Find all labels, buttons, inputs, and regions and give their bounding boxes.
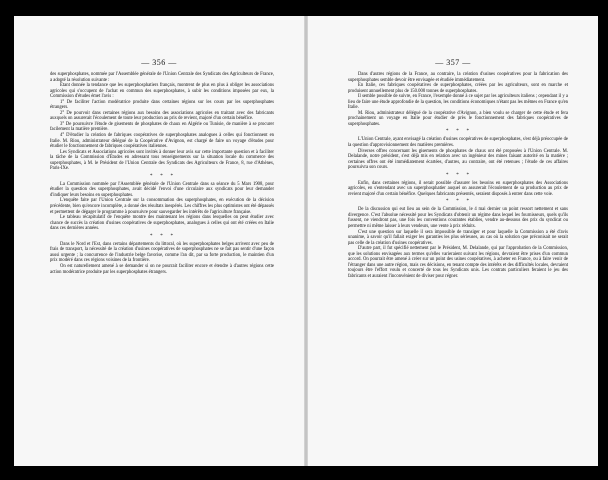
paragraph: Enfin, dans certaines régions, il serait possible d'assurer les besoins en superphosphates des Associations agricoles, en s'entendant avec un superphosphatier auquel on assurerait l'écoulement de sa production au prix de revient majoré d'un certain bénéfice. Quelques fabricants présentés, seraient disposés à entrer dans cette voie. <box>348 180 568 197</box>
paragraph: 3° De poursuivre l'étude de gisements de phosphates de chaux en Algérie ou Tunisie, de manière à se procurer facilement la matière première. <box>50 121 274 133</box>
paragraph: Dans d'autres régions de la France, au contraire, la création d'usines coopératives pour la fabrication des superphosphates semble devoir être envisagée et étudiée immédiatement. <box>348 72 568 83</box>
paragraph: Étant donnée la tendance que les superphosphatiers français, montrent de plus en plus à obliger les associations agricoles qui s'occupent de l'achat en commun des superphosphates, à subir les conditions imposées par eux, la Commission d'études émet l'avis : <box>50 83 274 100</box>
paragraph: Les Syndicats et Associations agricoles sont invités à donner leur avis sur cette importante question et à faciliter la tâche de la Commission d'Études en adressant tous renseignements sur la situation locale du commerce des superphosphates, à M. le Président de l'Union Centrale des Syndicats des Agriculteurs de France, 8, rue d'Athènes, Paris-IXe. <box>50 149 274 172</box>
paragraph: 4° D'étudier la création de fabriques coopératives de superphosphates analogues à celles qui fonctionnent en Italie. M. Riou, administrateur délégué de la Coopérative d'Avignon, est chargé de faire un voyage d'études pour étudier le fonctionnement de fabriques coopératives italiennes. <box>50 133 274 150</box>
left-page-number: — 356 — <box>141 58 177 67</box>
paragraph: Le tableau récapitulatif de l'enquête montre des maintenant les régions dans lesquelles on peut étudier avec chance de succès la création d'usines coopératives de superphosphates, analogues à celles qui ont été créées en Italie dans ces dernières années. <box>50 215 274 232</box>
paragraph: Il semble possible de suivre, en France, l'exemple donné à ce sujet par les agriculteurs italiens ; cependant il y a lieu de faire une étude approfondie de la question, les conditions économiques n'étant pas les mêmes en France qu'en Italie. <box>348 94 568 111</box>
paragraph: Diverses offres concernant les gisements de phosphates de chaux ont été proposées à l'Union Centrale. M. Delalande, notre président, s'est déjà mis en relation avec un ingénieur des mines faisant autorité en la matière ; certaines offres ont été immédiatement écartées, d'autres, au contraire, ont été retenues ; l'étude de ces affaires poursuivra son cours. <box>348 148 568 171</box>
section-separator: * * * <box>150 173 174 179</box>
paragraph: 2° De pourvoir dans certaines régions aux besoins des associations agricoles en traitant avec des fabricants auxquels on assurerait l'écoulement de toute leur production au prix de revient, majoré d'un certain bénéfice. <box>50 110 274 122</box>
section-separator: * * * <box>446 129 470 135</box>
paragraph: L'Union Centrale, ayant envisagé la création d'usines coopératives de superphosphates, s'est déjà préoccupée de la question d'approvisionnement des matières premières. <box>348 137 568 149</box>
section-separator: * * * <box>446 172 470 178</box>
paragraph: La Commission nommée par l'Assemblée générale de l'Union Centrale dans sa séance du 5 Mars 1908, pour étudier la question des superphosphates, avait décidé l'envoi d'une circulaire aux syndicats pour leur demander d'indiquer leurs besoins en superphosphates. <box>50 181 274 198</box>
right-page-text <box>348 72 568 280</box>
book-spread <box>14 16 598 466</box>
paragraph: D'autre part, il fut spécifié nettement par le Président, M. Delalande, qui par l'approbation de la Commission, que les solutions envisagées aux termes qu'elles varieraient suivant les régions, devraient être prises d'un commun accord. On pourrait être amené à créer sur un point des usines coopératives, à acheter en France, ou à faire venir de l'étranger dans une autre région, mais ces décisions, en tenant compte des intérêts et des difficultés locales, devraient toujours être l'effort voulu et concerté de tous les Syndicats unis. Les contrats particuliers feraient le jeu des fabricants et auraient l'inconvénient de diviser pour régner. <box>348 246 568 279</box>
paragraph: On est naturellement amené à se demander si on ne pourrait faciliter encore et étendre à d'autres régions cette action modératrice produite par les superphosphates étrangers. <box>50 263 274 275</box>
paragraph: M. Riou, administrateur délégué de la coopérative d'Avignon, a bien voulu se charger de cette étude et fera prochainement un voyage en Italie pour étudier de près le fonctionnement des fabriques coopératives de superphosphates. <box>348 110 568 127</box>
paragraph: En Italie, ces fabriques coopératives de superphosphates, créées par les agriculteurs, sont en marche et produisent annuellement plus de 150.000 tonnes de superphosphates. <box>348 83 568 94</box>
left-page-text <box>50 72 274 275</box>
paragraph: C'est une question sur laquelle il sera impossible de transiger et pour laquelle la Commission a été d'avis unanime, à savoir qu'il fallait exiger les garanties les plus sérieuses, au cas où la solution que préconisait ne serait pas celle de la création d'usines coopératives. <box>348 229 568 246</box>
left-page <box>14 16 304 466</box>
paragraph: 1° De faciliter l'action modératrice produite dans certaines régions sur les cours par les superphosphates étrangers. <box>50 99 274 111</box>
right-page-number: — 357 — <box>435 58 471 67</box>
paragraph: Dans le Nord et l'Est, dans certains départements du littoral, où les superphosphates belges arrivent avec peu de frais de transport, la nécessité de la création d'usines coopératives de superphosphates ne se fait pas sentir d'une façon aussi urgente ; la concurrence de l'industrie belge favorise, comme l'an dit, par sa forte production, le maintien d'un prix modéré dans ces régions voisines de la frontière. <box>50 241 274 264</box>
paragraph: De la discussion qui eut lieu au sein de la Commission, le 4 mai dernier un point ressort nettement et sans divergence. C'est l'absolue nécessité pour les Syndicats d'obtenir un régime dans lequel les fournisseurs, quels qu'ils fussent, ne viendront pas, une fois les conventions courantes établies, vendre au-dessous des prix du syndicat ou permettre ni même laisser à leurs vendeurs, une vente à prix réduits. <box>348 207 568 230</box>
right-page <box>308 16 598 466</box>
paragraph: des superphosphates, nommée par l'Assemblée générale de l'Union Centrale des Syndicats des Agriculteurs de France, a adopté la résolution suivante : <box>50 72 274 83</box>
paragraph: L'enquête faite par l'Union Centrale sur la consommation des superphosphates, en exécution de la décision précédente, bien qu'encore incomplète, a donné des résultats inespérés. Les chiffres les plus optimistes ont été dépassés et permettent de dégager le programme à poursuivre pour sauvegarder les intérêts de l'agriculture française. <box>50 198 274 215</box>
section-separator: * * * <box>150 233 174 239</box>
section-separator: * * * <box>446 199 470 205</box>
